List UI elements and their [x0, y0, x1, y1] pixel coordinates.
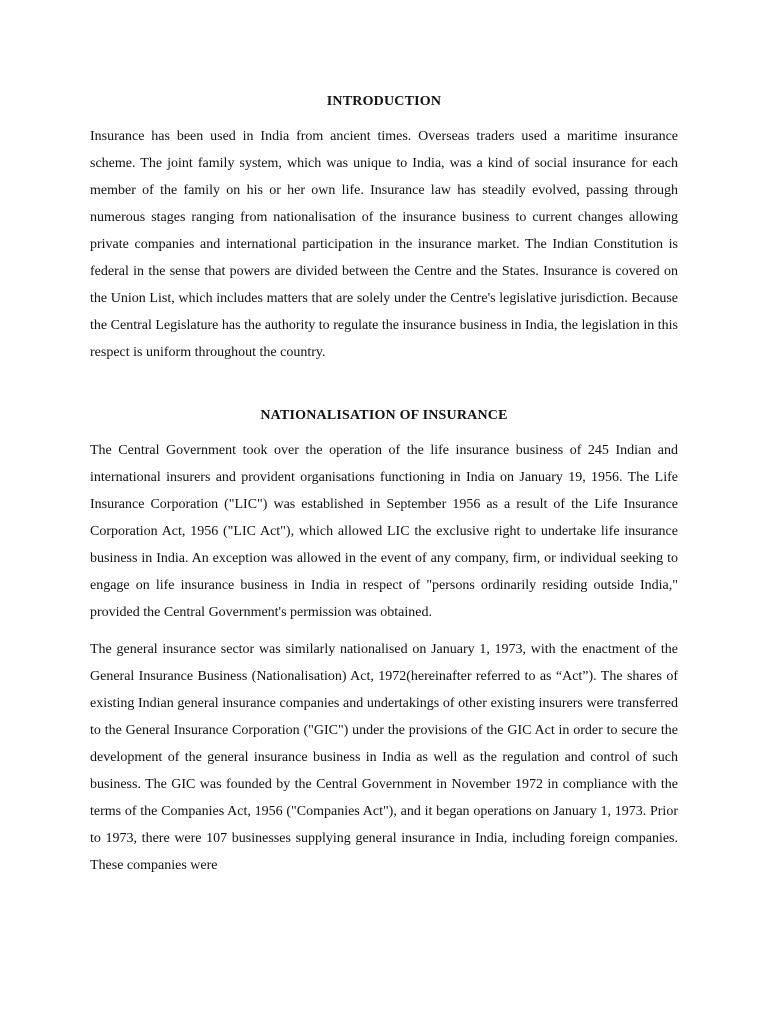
section-nationalisation — [90, 402, 678, 879]
paragraph: Insurance has been used in India from ancient times. Overseas traders used a maritime insurance scheme. The joint family system, which was unique to India, was a kind of social insurance for each member of the family on his or her own life. Insurance law has steadily evolved, passing through numerous stages ranging from nationalisation of the insurance business to current changes allowing private companies and international participation in the insurance market. The Indian Constitution is federal in the sense that powers are divided between the Centre and the States. Insurance is covered on the Union List, which includes matters that are solely under the Centre's legislative jurisdiction. Because the Central Legislature has the authority to regulate the insurance business in India, the legislation in this respect is uniform throughout the country. — [90, 129, 678, 360]
paragraph: The general insurance sector was similarly nationalised on January 1, 1973, with the enactment of the General Insurance Business (Nationalisation) Act, 1972(hereinafter referred to as “Act”). The shares of existing Indian general insurance companies and undertakings of other existing insurers were transferred to the General Insurance Corporation ("GIC") under the provisions of the GIC Act in order to secure the development of the general insurance business in India as well as the regulation and control of such business. The GIC was founded by the Central Government in November 1972 in compliance with the terms of the Companies Act, 1956 ("Companies Act"), and it began operations on January 1, 1973. Prior to 1973, there were 107 businesses supplying general insurance in India, including foreign companies. These companies were — [90, 642, 678, 873]
section-heading: NATIONALISATION OF INSURANCE — [260, 408, 508, 423]
paragraph: The Central Government took over the operation of the life insurance business of 245 Indian and international insurers and provident organisations functioning in India on January 19, 1956. The Life Insurance Corporation ("LIC") was established in September 1956 as a result of the Life Insurance Corporation Act, 1956 ("LIC Act"), which allowed LIC the exclusive right to undertake life insurance business in India. An exception was allowed in the event of any company, firm, or individual seeking to engage on life insurance business in India in respect of "persons ordinarily residing outside India," provided the Central Government's permission was obtained. — [90, 443, 678, 620]
section-heading: INTRODUCTION — [326, 94, 442, 109]
section-introduction — [90, 88, 678, 366]
